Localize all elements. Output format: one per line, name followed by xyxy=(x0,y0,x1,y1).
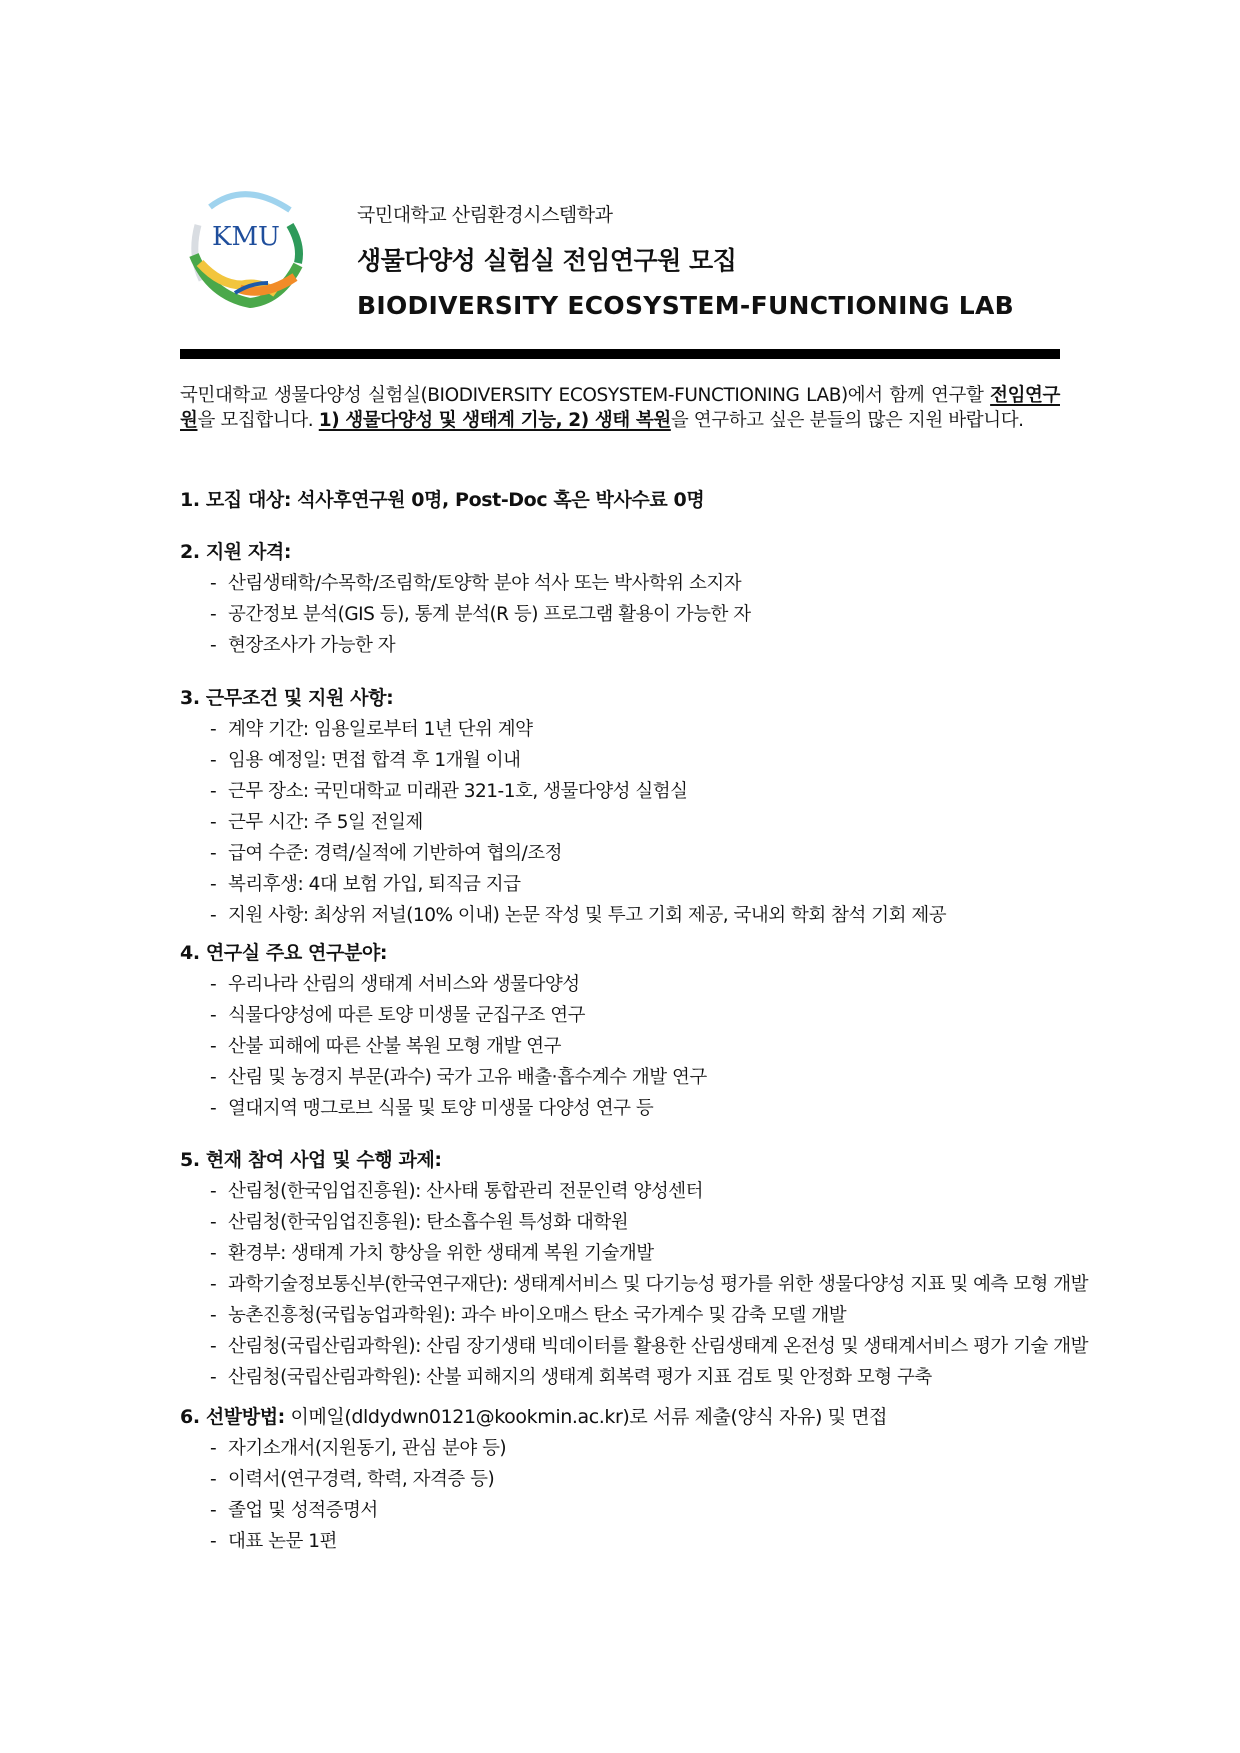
section-heading-text: 4. 연구실 주요 연구분야: xyxy=(180,942,388,964)
section-4 xyxy=(180,938,1080,1124)
section-heading-text: 1. 모집 대상: 석사후연구원 0명, Post-Doc 혹은 박사수료 0명 xyxy=(180,489,705,511)
list-item-text: 졸업 및 성적증명서 xyxy=(228,1500,378,1521)
section-2 xyxy=(180,537,1080,661)
section-heading-text: 5. 현재 참여 사업 및 수행 과제: xyxy=(180,1149,442,1171)
section-heading xyxy=(180,1402,1080,1433)
list-item-text: 산불 피해에 따른 산불 복원 모형 개발 연구 xyxy=(228,1036,561,1057)
bullet-dash: - xyxy=(210,750,217,771)
list-item-text: 농촌진흥청(국립농업과학원): 과수 바이오매스 탄소 국가계수 및 감축 모델 개발 xyxy=(228,1305,847,1326)
logo-text: KMU xyxy=(212,222,280,252)
department-name: 국민대학교 산림환경시스템학과 xyxy=(357,204,613,226)
bullet-dash: - xyxy=(210,1274,217,1295)
header-divider xyxy=(180,349,1060,359)
list-item xyxy=(180,1464,1080,1495)
list-item xyxy=(180,714,1080,745)
bullet-dash: - xyxy=(210,1098,217,1119)
list-item-text: 임용 예정일: 면접 합격 후 1개월 이내 xyxy=(228,750,521,771)
bullet-dash: - xyxy=(210,1336,217,1357)
list-item xyxy=(180,599,1080,630)
bullet-dash: - xyxy=(210,635,217,656)
section-6 xyxy=(180,1402,1080,1557)
bullet-dash: - xyxy=(210,1305,217,1326)
list-item xyxy=(180,1362,1080,1393)
list-item xyxy=(180,1207,1080,1238)
list-item xyxy=(180,1238,1080,1269)
intro-text: 국민대학교 생물다양성 실험실(BIODIVERSITY ECOSYSTEM-FUNCTIONING LAB)에서 함께 연구할 xyxy=(180,385,991,406)
section-5 xyxy=(180,1145,1089,1393)
bullet-dash: - xyxy=(210,1243,217,1264)
bullet-dash: - xyxy=(210,719,217,740)
list-item xyxy=(180,1269,1089,1300)
list-item-text: 환경부: 생태계 가치 향상을 위한 생태계 복원 기술개발 xyxy=(228,1243,654,1264)
list-item-text: 산림청(국립산림과학원): 산림 장기생태 빅데이터를 활용한 산림생태계 온전성 및 생태계서비스 평가 기술 개발 xyxy=(228,1336,1089,1357)
section-heading-text: 2. 지원 자격: xyxy=(180,541,292,563)
list-item-text: 열대지역 맹그로브 식물 및 토양 미생물 다양성 연구 등 xyxy=(228,1098,654,1119)
list-item-text: 복리후생: 4대 보험 가입, 퇴직금 지급 xyxy=(228,874,521,895)
bullet-dash: - xyxy=(210,604,217,625)
list-item xyxy=(180,1031,1080,1062)
intro-emphasis: 전임연구원 xyxy=(180,385,1060,431)
section-heading xyxy=(180,683,1080,714)
list-item-text: 이력서(연구경력, 학력, 자격증 등) xyxy=(228,1469,495,1490)
list-item xyxy=(180,568,1080,599)
list-item-text: 급여 수준: 경력/실적에 기반하여 협의/조정 xyxy=(228,843,563,864)
list-item-text: 산림생태학/수목학/조림학/토양학 분야 석사 또는 박사학위 소지자 xyxy=(228,573,742,594)
intro-paragraph xyxy=(180,383,1060,433)
list-item-text: 근무 시간: 주 5일 전일제 xyxy=(228,812,423,833)
list-item-text: 근무 장소: 국민대학교 미래관 321-1호, 생물다양성 실험실 xyxy=(228,781,688,802)
list-item-text: 우리나라 산림의 생태계 서비스와 생물다양성 xyxy=(228,974,580,995)
bullet-dash: - xyxy=(210,573,217,594)
list-item xyxy=(180,1000,1080,1031)
list-item xyxy=(180,1300,1080,1331)
list-item xyxy=(180,838,1080,869)
list-item xyxy=(180,869,1080,900)
intro-emphasis: 1) 생물다양성 및 생태계 기능, 2) 생태 복원 xyxy=(318,410,671,431)
list-item-text: 자기소개서(지원동기, 관심 분야 등) xyxy=(228,1438,507,1459)
bullet-dash: - xyxy=(210,1438,217,1459)
bullet-dash: - xyxy=(210,1005,217,1026)
bullet-dash: - xyxy=(210,1500,217,1521)
list-item-text: 산림청(국립산림과학원): 산불 피해지의 생태계 회복력 평가 지표 검토 및 안정화 모형 구축 xyxy=(228,1367,932,1388)
section-heading xyxy=(180,938,1080,969)
list-item-text: 대표 논문 1편 xyxy=(228,1531,337,1552)
section-heading xyxy=(180,537,1080,568)
list-item xyxy=(180,776,1080,807)
list-item xyxy=(180,969,1080,1000)
section-heading xyxy=(180,485,1080,516)
list-item xyxy=(180,1495,1080,1526)
list-item xyxy=(180,807,1080,838)
bullet-dash: - xyxy=(210,1181,217,1202)
section-heading-detail: 이메일(dldydwn0121@kookmin.ac.kr)로 서류 제출(양식 자유) 및 면접 xyxy=(284,1406,888,1428)
bullet-dash: - xyxy=(210,843,217,864)
list-item xyxy=(180,1526,1080,1557)
list-item-text: 계약 기간: 임용일로부터 1년 단위 계약 xyxy=(228,719,533,740)
list-item xyxy=(180,1176,1080,1207)
list-item-text: 식물다양성에 따른 토양 미생물 군집구조 연구 xyxy=(228,1005,585,1026)
list-item-text: 산림청(한국임업진흥원): 산사태 통합관리 전문인력 양성센터 xyxy=(228,1181,703,1202)
bullet-dash: - xyxy=(210,1367,217,1388)
intro-text: 을 모집합니다. xyxy=(197,410,319,431)
list-item-text: 현장조사가 가능한 자 xyxy=(228,635,396,656)
list-item-text: 공간정보 분석(GIS 등), 통계 분석(R 등) 프로그램 활용이 가능한 자 xyxy=(228,604,751,625)
bullet-dash: - xyxy=(210,781,217,802)
section-heading-text: 3. 근무조건 및 지원 사항: xyxy=(180,687,394,709)
kmu-logo-icon xyxy=(180,185,310,315)
bullet-dash: - xyxy=(210,974,217,995)
list-item-text: 과학기술정보통신부(한국연구재단): 생태계서비스 및 다기능성 평가를 위한 생물다양성 지표 및 예측 모형 개발 xyxy=(228,1274,1089,1295)
list-item-text: 산림 및 농경지 부문(과수) 국가 고유 배출·흡수계수 개발 연구 xyxy=(228,1067,707,1088)
bullet-dash: - xyxy=(210,812,217,833)
bullet-dash: - xyxy=(210,874,217,895)
list-item xyxy=(180,1062,1080,1093)
bullet-dash: - xyxy=(210,1469,217,1490)
bullet-dash: - xyxy=(210,905,217,926)
list-item xyxy=(180,630,1080,661)
section-1 xyxy=(180,485,1080,516)
section-3 xyxy=(180,683,1080,931)
page-title-english: BIODIVERSITY ECOSYSTEM-FUNCTIONING LAB xyxy=(357,291,1015,320)
list-item-text: 지원 사항: 최상위 저널(10% 이내) 논문 작성 및 투고 기회 제공, 국내외 학회 참석 기회 제공 xyxy=(228,905,947,926)
section-heading xyxy=(180,1145,1080,1176)
bullet-dash: - xyxy=(210,1036,217,1057)
bullet-dash: - xyxy=(210,1067,217,1088)
intro-text: 을 연구하고 싶은 분들의 많은 지원 바랍니다. xyxy=(670,410,1024,431)
list-item xyxy=(180,1093,1080,1124)
list-item xyxy=(180,745,1080,776)
section-heading-text: 6. 선발방법: xyxy=(180,1406,285,1428)
header xyxy=(357,200,1014,320)
bullet-dash: - xyxy=(210,1531,217,1552)
list-item xyxy=(180,900,1080,931)
list-item-text: 산림청(한국임업진흥원): 탄소흡수원 특성화 대학원 xyxy=(228,1212,629,1233)
list-item xyxy=(180,1433,1080,1464)
list-item xyxy=(180,1331,1089,1362)
bullet-dash: - xyxy=(210,1212,217,1233)
page-title-korean: 생물다양성 실험실 전임연구원 모집 xyxy=(357,246,737,275)
